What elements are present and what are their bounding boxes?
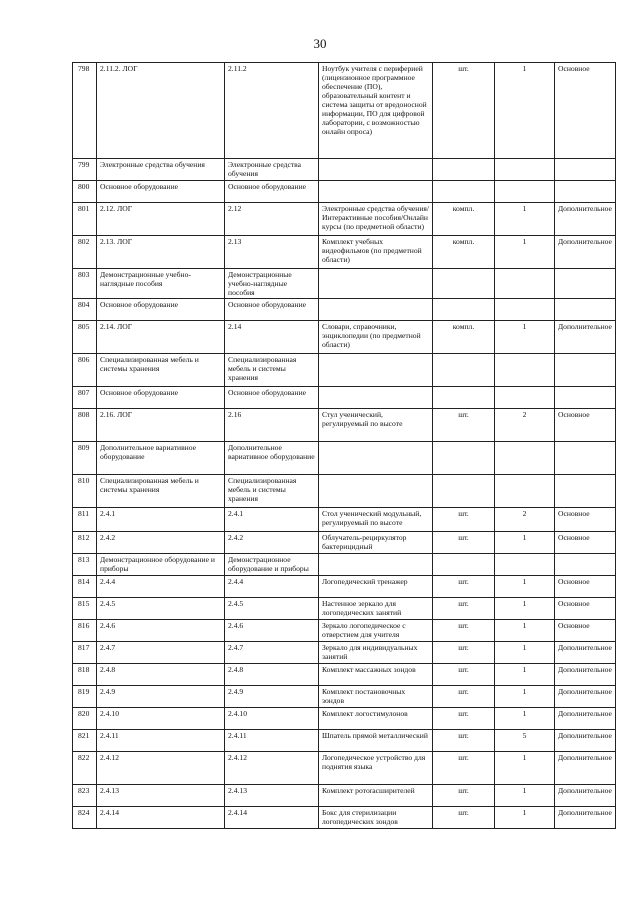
subcode-cell: Дополнительное вариативное оборудование [225, 442, 319, 475]
code-cell: 2.4.9 [97, 686, 225, 708]
table-row [73, 63, 616, 159]
quantity-cell: 1 [495, 598, 555, 620]
code-cell: 2.4.1 [97, 508, 225, 532]
item-name-cell [319, 299, 433, 321]
code-cell: 2.4.2 [97, 532, 225, 554]
category-cell: Дополнительное [555, 203, 616, 236]
category-cell [555, 554, 616, 576]
row-number-cell: 824 [73, 807, 97, 829]
row-number-cell: 798 [73, 63, 97, 159]
category-cell [555, 354, 616, 387]
table-row [73, 299, 616, 321]
unit-cell: компл. [433, 203, 495, 236]
table-row [73, 442, 616, 475]
subcode-cell: Специализированная мебель и системы хранения [225, 354, 319, 387]
row-number-cell: 808 [73, 409, 97, 442]
table-row [73, 354, 616, 387]
table-row [73, 576, 616, 598]
row-number-cell: 805 [73, 321, 97, 354]
row-number-cell: 818 [73, 664, 97, 686]
unit-cell [433, 475, 495, 508]
category-cell: Основное [555, 63, 616, 159]
unit-cell [433, 387, 495, 409]
row-number-cell: 821 [73, 730, 97, 752]
item-name-cell [319, 354, 433, 387]
quantity-cell: 5 [495, 730, 555, 752]
row-number-cell: 816 [73, 620, 97, 642]
row-number-cell: 804 [73, 299, 97, 321]
quantity-cell: 1 [495, 642, 555, 664]
code-cell: 2.4.7 [97, 642, 225, 664]
code-cell: Дополнительное вариативное оборудование [97, 442, 225, 475]
unit-cell: шт. [433, 508, 495, 532]
table-row [73, 730, 616, 752]
quantity-cell: 1 [495, 686, 555, 708]
category-cell [555, 181, 616, 203]
code-cell: 2.4.14 [97, 807, 225, 829]
category-cell: Дополнительное [555, 236, 616, 269]
quantity-cell [495, 442, 555, 475]
table-row [73, 203, 616, 236]
row-number-cell: 823 [73, 785, 97, 807]
unit-cell [433, 442, 495, 475]
unit-cell: шт. [433, 576, 495, 598]
row-number-cell: 809 [73, 442, 97, 475]
item-name-cell: Словари, справочники, энциклопедии (по предметной области) [319, 321, 433, 354]
quantity-cell [495, 299, 555, 321]
row-number-cell: 807 [73, 387, 97, 409]
quantity-cell: 2 [495, 409, 555, 442]
item-name-cell [319, 387, 433, 409]
unit-cell [433, 269, 495, 299]
quantity-cell: 2 [495, 508, 555, 532]
subcode-cell: 2.4.11 [225, 730, 319, 752]
category-cell: Основное [555, 598, 616, 620]
subcode-cell: 2.4.6 [225, 620, 319, 642]
unit-cell: шт. [433, 708, 495, 730]
code-cell: 2.4.8 [97, 664, 225, 686]
row-number-cell: 811 [73, 508, 97, 532]
row-number-cell: 806 [73, 354, 97, 387]
unit-cell: шт. [433, 664, 495, 686]
row-number-cell: 813 [73, 554, 97, 576]
code-cell: 2.11.2. ЛОГ [97, 63, 225, 159]
table-row [73, 159, 616, 181]
unit-cell [433, 554, 495, 576]
item-name-cell: Зеркало для индивидуальных занятий [319, 642, 433, 664]
category-cell: Дополнительное [555, 752, 616, 785]
table-row [73, 387, 616, 409]
unit-cell: шт. [433, 686, 495, 708]
unit-cell: шт. [433, 598, 495, 620]
code-cell: 2.16. ЛОГ [97, 409, 225, 442]
equipment-table [72, 62, 616, 829]
table-row [73, 554, 616, 576]
row-number-cell: 803 [73, 269, 97, 299]
category-cell: Дополнительное [555, 664, 616, 686]
category-cell: Дополнительное [555, 730, 616, 752]
code-cell: 2.4.13 [97, 785, 225, 807]
row-number-cell: 817 [73, 642, 97, 664]
subcode-cell: 2.13 [225, 236, 319, 269]
row-number-cell: 814 [73, 576, 97, 598]
item-name-cell [319, 159, 433, 181]
code-cell: 2.13. ЛОГ [97, 236, 225, 269]
subcode-cell: Основное оборудование [225, 181, 319, 203]
subcode-cell: 2.11.2 [225, 63, 319, 159]
unit-cell [433, 159, 495, 181]
subcode-cell: 2.4.13 [225, 785, 319, 807]
quantity-cell [495, 475, 555, 508]
subcode-cell: 2.4.12 [225, 752, 319, 785]
unit-cell: шт. [433, 807, 495, 829]
category-cell: Дополнительное [555, 642, 616, 664]
row-number-cell: 820 [73, 708, 97, 730]
unit-cell: шт. [433, 620, 495, 642]
item-name-cell: Комплект логостимулонов [319, 708, 433, 730]
code-cell: Демонстрационное оборудование и приборы [97, 554, 225, 576]
quantity-cell: 1 [495, 236, 555, 269]
item-name-cell: Комплект учебных видеофильмов (по предметной области) [319, 236, 433, 269]
table-row [73, 321, 616, 354]
category-cell: Основное [555, 576, 616, 598]
code-cell: 2.4.10 [97, 708, 225, 730]
table-row [73, 181, 616, 203]
category-cell [555, 269, 616, 299]
subcode-cell: 2.16 [225, 409, 319, 442]
code-cell: Специализированная мебель и системы хранения [97, 354, 225, 387]
table-row [73, 598, 616, 620]
item-name-cell: Комплект ротorасширителей [319, 785, 433, 807]
table-row [73, 409, 616, 442]
subcode-cell: 2.12 [225, 203, 319, 236]
row-number-cell: 819 [73, 686, 97, 708]
code-cell: Специализированная мебель и системы хранения [97, 475, 225, 508]
quantity-cell: 1 [495, 321, 555, 354]
item-name-cell: Ноутбук учителя с периферией (лицензионное программное обеспечение (ПО), образовательный контент и система защиты от вредоносной информации, ПО для цифровой лаборатории, с возможностью онлайн опроса) [319, 63, 433, 159]
unit-cell: компл. [433, 236, 495, 269]
subcode-cell: 2.4.14 [225, 807, 319, 829]
subcode-cell: 2.14 [225, 321, 319, 354]
item-name-cell: Бокс для стерилизации логопедических зондов [319, 807, 433, 829]
table-row [73, 752, 616, 785]
unit-cell: шт. [433, 409, 495, 442]
item-name-cell: Зеркало логопедическое с отверстием для учителя [319, 620, 433, 642]
code-cell: 2.12. ЛОГ [97, 203, 225, 236]
row-number-cell: 802 [73, 236, 97, 269]
subcode-cell: 2.4.4 [225, 576, 319, 598]
subcode-cell: 2.4.8 [225, 664, 319, 686]
quantity-cell: 1 [495, 203, 555, 236]
item-name-cell [319, 181, 433, 203]
subcode-cell: 2.4.2 [225, 532, 319, 554]
item-name-cell: Логопедическое устройство для поднятия языка [319, 752, 433, 785]
quantity-cell [495, 554, 555, 576]
quantity-cell: 1 [495, 576, 555, 598]
code-cell: 2.4.5 [97, 598, 225, 620]
code-cell: 2.14. ЛОГ [97, 321, 225, 354]
item-name-cell: Настенное зеркало для логопедических занятий [319, 598, 433, 620]
unit-cell: шт. [433, 642, 495, 664]
subcode-cell: 2.4.9 [225, 686, 319, 708]
row-number-cell: 800 [73, 181, 97, 203]
item-name-cell: Логопедический тренажер [319, 576, 433, 598]
quantity-cell [495, 354, 555, 387]
unit-cell: шт. [433, 730, 495, 752]
quantity-cell: 1 [495, 807, 555, 829]
item-name-cell [319, 269, 433, 299]
item-name-cell: Облучатель-рециркулятор бактерицидный [319, 532, 433, 554]
code-cell: Основное оборудование [97, 181, 225, 203]
quantity-cell [495, 269, 555, 299]
item-name-cell: Стул ученический, регулируемый по высоте [319, 409, 433, 442]
quantity-cell: 1 [495, 664, 555, 686]
table-row [73, 686, 616, 708]
category-cell: Дополнительное [555, 686, 616, 708]
unit-cell: шт. [433, 63, 495, 159]
category-cell: Основное [555, 409, 616, 442]
code-cell: Основное оборудование [97, 387, 225, 409]
quantity-cell: 1 [495, 63, 555, 159]
code-cell: Электронные средства обучения [97, 159, 225, 181]
quantity-cell [495, 181, 555, 203]
table-body [73, 63, 616, 829]
category-cell: Дополнительное [555, 807, 616, 829]
table-row [73, 642, 616, 664]
item-name-cell [319, 442, 433, 475]
category-cell: Дополнительное [555, 321, 616, 354]
unit-cell [433, 299, 495, 321]
quantity-cell: 1 [495, 752, 555, 785]
row-number-cell: 822 [73, 752, 97, 785]
table-row [73, 236, 616, 269]
category-cell: Дополнительное [555, 708, 616, 730]
subcode-cell: Основное оборудование [225, 299, 319, 321]
item-name-cell: Шпатель прямой металлический [319, 730, 433, 752]
item-name-cell: Электронные средства обучения/Интерактивные пособия/Онлайн курсы (по предметной области) [319, 203, 433, 236]
row-number-cell: 799 [73, 159, 97, 181]
item-name-cell [319, 554, 433, 576]
table-row [73, 475, 616, 508]
category-cell [555, 475, 616, 508]
unit-cell [433, 181, 495, 203]
subcode-cell: Основное оборудование [225, 387, 319, 409]
subcode-cell: 2.4.1 [225, 508, 319, 532]
table-row [73, 620, 616, 642]
quantity-cell: 1 [495, 620, 555, 642]
row-number-cell: 801 [73, 203, 97, 236]
code-cell: 2.4.11 [97, 730, 225, 752]
category-cell [555, 159, 616, 181]
quantity-cell [495, 387, 555, 409]
subcode-cell: Электронные средства обучения [225, 159, 319, 181]
code-cell: 2.4.12 [97, 752, 225, 785]
subcode-cell: Специализированная мебель и системы хранения [225, 475, 319, 508]
quantity-cell: 1 [495, 785, 555, 807]
item-name-cell [319, 475, 433, 508]
subcode-cell: 2.4.10 [225, 708, 319, 730]
unit-cell: шт. [433, 752, 495, 785]
subcode-cell: Демонстрационные учебно-наглядные пособия [225, 269, 319, 299]
table-row [73, 269, 616, 299]
code-cell: Основное оборудование [97, 299, 225, 321]
table-row [73, 708, 616, 730]
category-cell [555, 387, 616, 409]
unit-cell: шт. [433, 532, 495, 554]
unit-cell [433, 354, 495, 387]
item-name-cell: Комплект массажных зондов [319, 664, 433, 686]
table-row [73, 807, 616, 829]
item-name-cell: Комплект постановочных зондов [319, 686, 433, 708]
quantity-cell: 1 [495, 708, 555, 730]
item-name-cell: Стол ученический модульный, регулируемый по высоте [319, 508, 433, 532]
table-row [73, 785, 616, 807]
category-cell: Дополнительное [555, 785, 616, 807]
unit-cell: шт. [433, 785, 495, 807]
category-cell: Основное [555, 532, 616, 554]
table-row [73, 508, 616, 532]
category-cell: Основное [555, 508, 616, 532]
code-cell: 2.4.4 [97, 576, 225, 598]
row-number-cell: 810 [73, 475, 97, 508]
category-cell [555, 299, 616, 321]
code-cell: Демонстрационные учебно-наглядные пособия [97, 269, 225, 299]
category-cell: Основное [555, 620, 616, 642]
category-cell [555, 442, 616, 475]
page-number: 30 [313, 36, 327, 51]
quantity-cell [495, 159, 555, 181]
row-number-cell: 812 [73, 532, 97, 554]
row-number-cell: 815 [73, 598, 97, 620]
subcode-cell: Демонстрационное оборудование и приборы [225, 554, 319, 576]
table-row [73, 532, 616, 554]
unit-cell: компл. [433, 321, 495, 354]
code-cell: 2.4.6 [97, 620, 225, 642]
subcode-cell: 2.4.5 [225, 598, 319, 620]
quantity-cell: 1 [495, 532, 555, 554]
subcode-cell: 2.4.7 [225, 642, 319, 664]
table-row [73, 664, 616, 686]
